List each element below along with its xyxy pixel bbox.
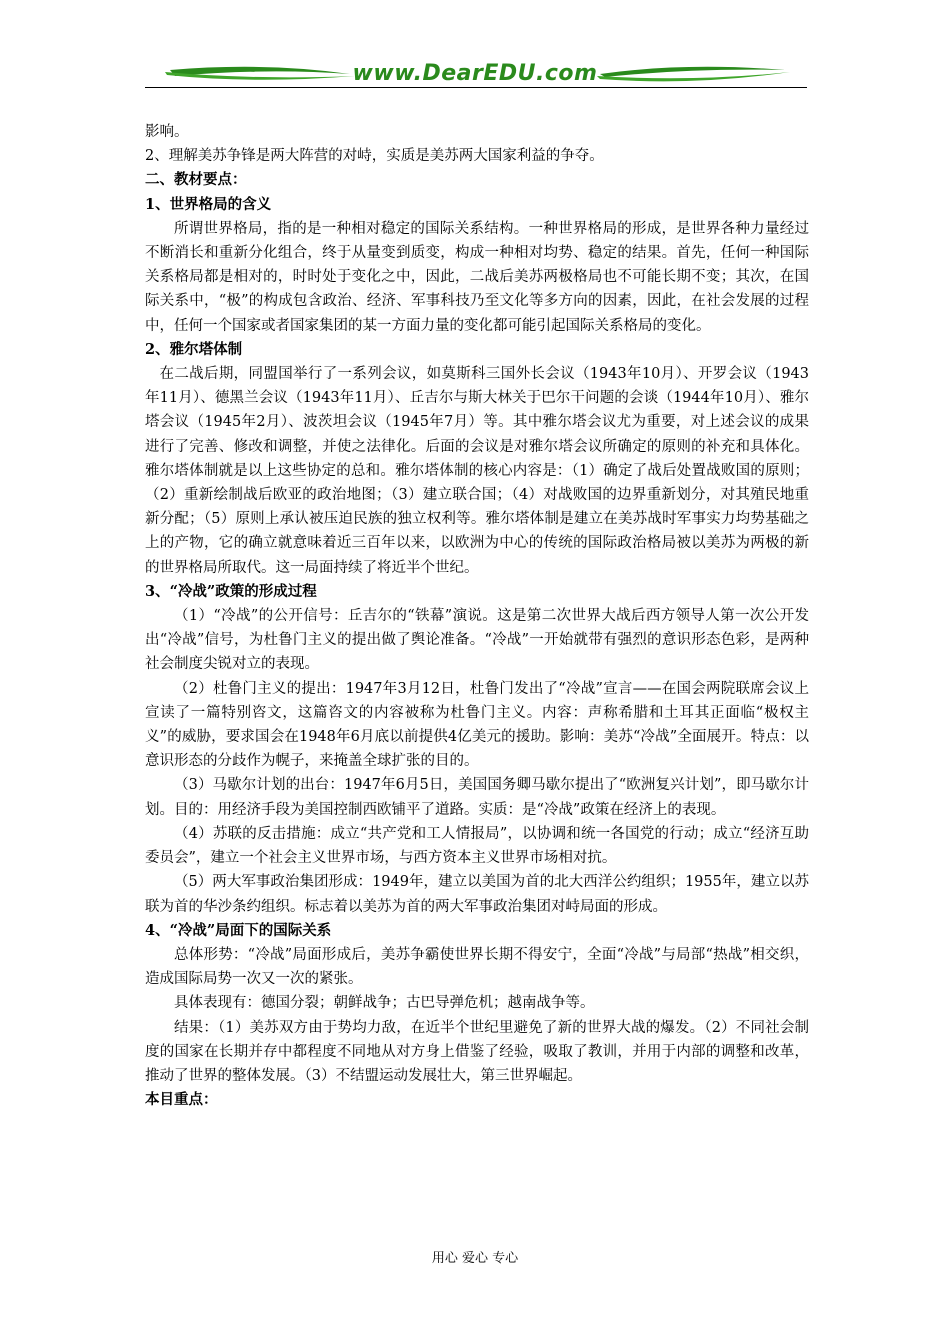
site-name[interactable]: www.DearEDU.com (352, 61, 598, 86)
subsection-heading: 4、“冷战”局面下的国际关系 (145, 921, 332, 939)
paragraph: （3）马歇尔计划的出台：1947年6月5日，美国国务卿马歇尔提出了“欧洲复兴计划”，即马歇尔计划。目的：用经济手段为美国控制西欧铺平了道路。实质：是“冷战”政策在经济上的表现。 (145, 777, 809, 818)
paragraph: 结果：（1）美苏双方由于势均力敌，在近半个世纪里避免了新的世界大战的爆发。（2）不同社会制度的国家在长期并存中都程度不同地从对方身上借鉴了经验，吸取了教训，并用于内部的调整和改革，推动了世界的整体发展。（3）不结盟运动发展壮大，第三世界崛起。 (145, 1019, 809, 1084)
subsection-heading: 1、世界格局的含义 (145, 195, 272, 213)
paragraph: 2、理解美苏争锋是两大阵营的对峙，实质是美苏两大国家利益的争夺。 (145, 148, 604, 165)
header-divider (145, 87, 807, 88)
paragraph: 所谓世界格局，指的是一种相对稳定的国际关系结构。一种世界格局的形成，是世界各种力量经过不断消长和重新分化组合，终于从量变到质变，构成一种相对均势、稳定的结果。首先，任何一种国际关系格局都是相对的，时时处于变化之中，因此，二战后美苏两极格局也不可能长期不变；其次，在国际关系中，“极”的构成包含政治、经济、军事科技乃至文化等多方向的因素，因此，在社会发展的过程中，任何一个国家或者国家集团的某一方面力量的变化都可能引起国际关系格局的变化。 (145, 220, 809, 334)
paragraph: （5）两大军事政治集团形成：1949年，建立以美国为首的北大西洋公约组织；1955年，建立以苏联为首的华沙条约组织。标志着以美苏为首的两大军事政治集团对峙局面的形成。 (145, 874, 809, 915)
subsection-heading: 2、雅尔塔体制 (145, 340, 243, 358)
subsection-heading: 3、“冷战”政策的形成过程 (145, 582, 317, 600)
paragraph: （4）苏联的反击措施：成立“共产党和工人情报局”，以协调和统一各国党的行动；成立“经济互助委员会”，建立一个社会主义世界市场，与西方资本主义世界市场相对抗。 (145, 825, 809, 867)
page-footer: 用心 爱心 专心 (431, 1251, 519, 1266)
section-heading: 本目重点： (145, 1091, 218, 1109)
document-body (145, 120, 809, 1112)
paragraph: （1）“冷战”的公开信号：丘吉尔的“铁幕”演说。这是第二次世界大战后西方领导人第一次公开发出“冷战”信号，为杜鲁门主义的提出做了舆论准备。“冷战”一开始就带有强烈的意识形态色彩，是两种社会制度尖锐对立的表现。 (145, 608, 809, 673)
paragraph: 影响。 (145, 124, 189, 140)
section-heading: 二、教材要点： (145, 171, 247, 189)
page-header (145, 58, 805, 90)
paragraph: 具体表现有：德国分裂；朝鲜战争；古巴导弹危机；越南战争等。 (174, 995, 595, 1012)
paragraph: 在二战后期，同盟国举行了一系列会议，如莫斯科三国外长会议（1943年10月）、开罗会议（1943年11月）、德黑兰会议（1943年11月）、丘吉尔与斯大林关于巴尔干问题的会谈（1944年10月）、雅尔塔会议（1945年2月）、波茨坦会议（1945年7月）等。其中雅尔塔会议尤为重要，对上述会议的成果进行了完善、修改和调整，并使之法律化。后面的会议是对雅尔塔会议所确定的原则的补充和具体化。雅尔塔体制就是以上这些协定的总和。雅尔塔体制的核心内容是：（1）确定了战后处置战败国的原则；（2）重新绘制战后欧亚的政治地图；（3）建立联合国；（4）对战败国的边界重新划分，对其殖民地重新分配；（5）原则上承认被压迫民族的独立权利等。雅尔塔体制是建立在美苏战时军事实力均势基础之上的产物，它的确立就意味着近三百年以来，以欧洲为中心的传统的国际政治格局被以美苏为两极的新的世界格局所取代。这一局面持续了将近半个世纪。 (145, 366, 809, 576)
paragraph: （2）杜鲁门主义的提出：1947年3月12日，杜鲁门发出了“冷战”宣言——在国会两院联席会议上宣读了一篇特别咨文，这篇咨文的内容被称为杜鲁门主义。内容：声称希腊和土耳其正面临“极权主义”的威胁，要求国会在1948年6月底以前提供4亿美元的援助。影响：美苏“冷战”全面展开。特点：以意识形态的分歧作为幌子，来掩盖全球扩张的目的。 (145, 680, 809, 770)
paragraph: 总体形势：“冷战”局面形成后，美苏争霸使世界长期不得安宁，全面“冷战”与局部“热战”相交织，造成国际局势一次又一次的紧张。 (145, 946, 809, 988)
